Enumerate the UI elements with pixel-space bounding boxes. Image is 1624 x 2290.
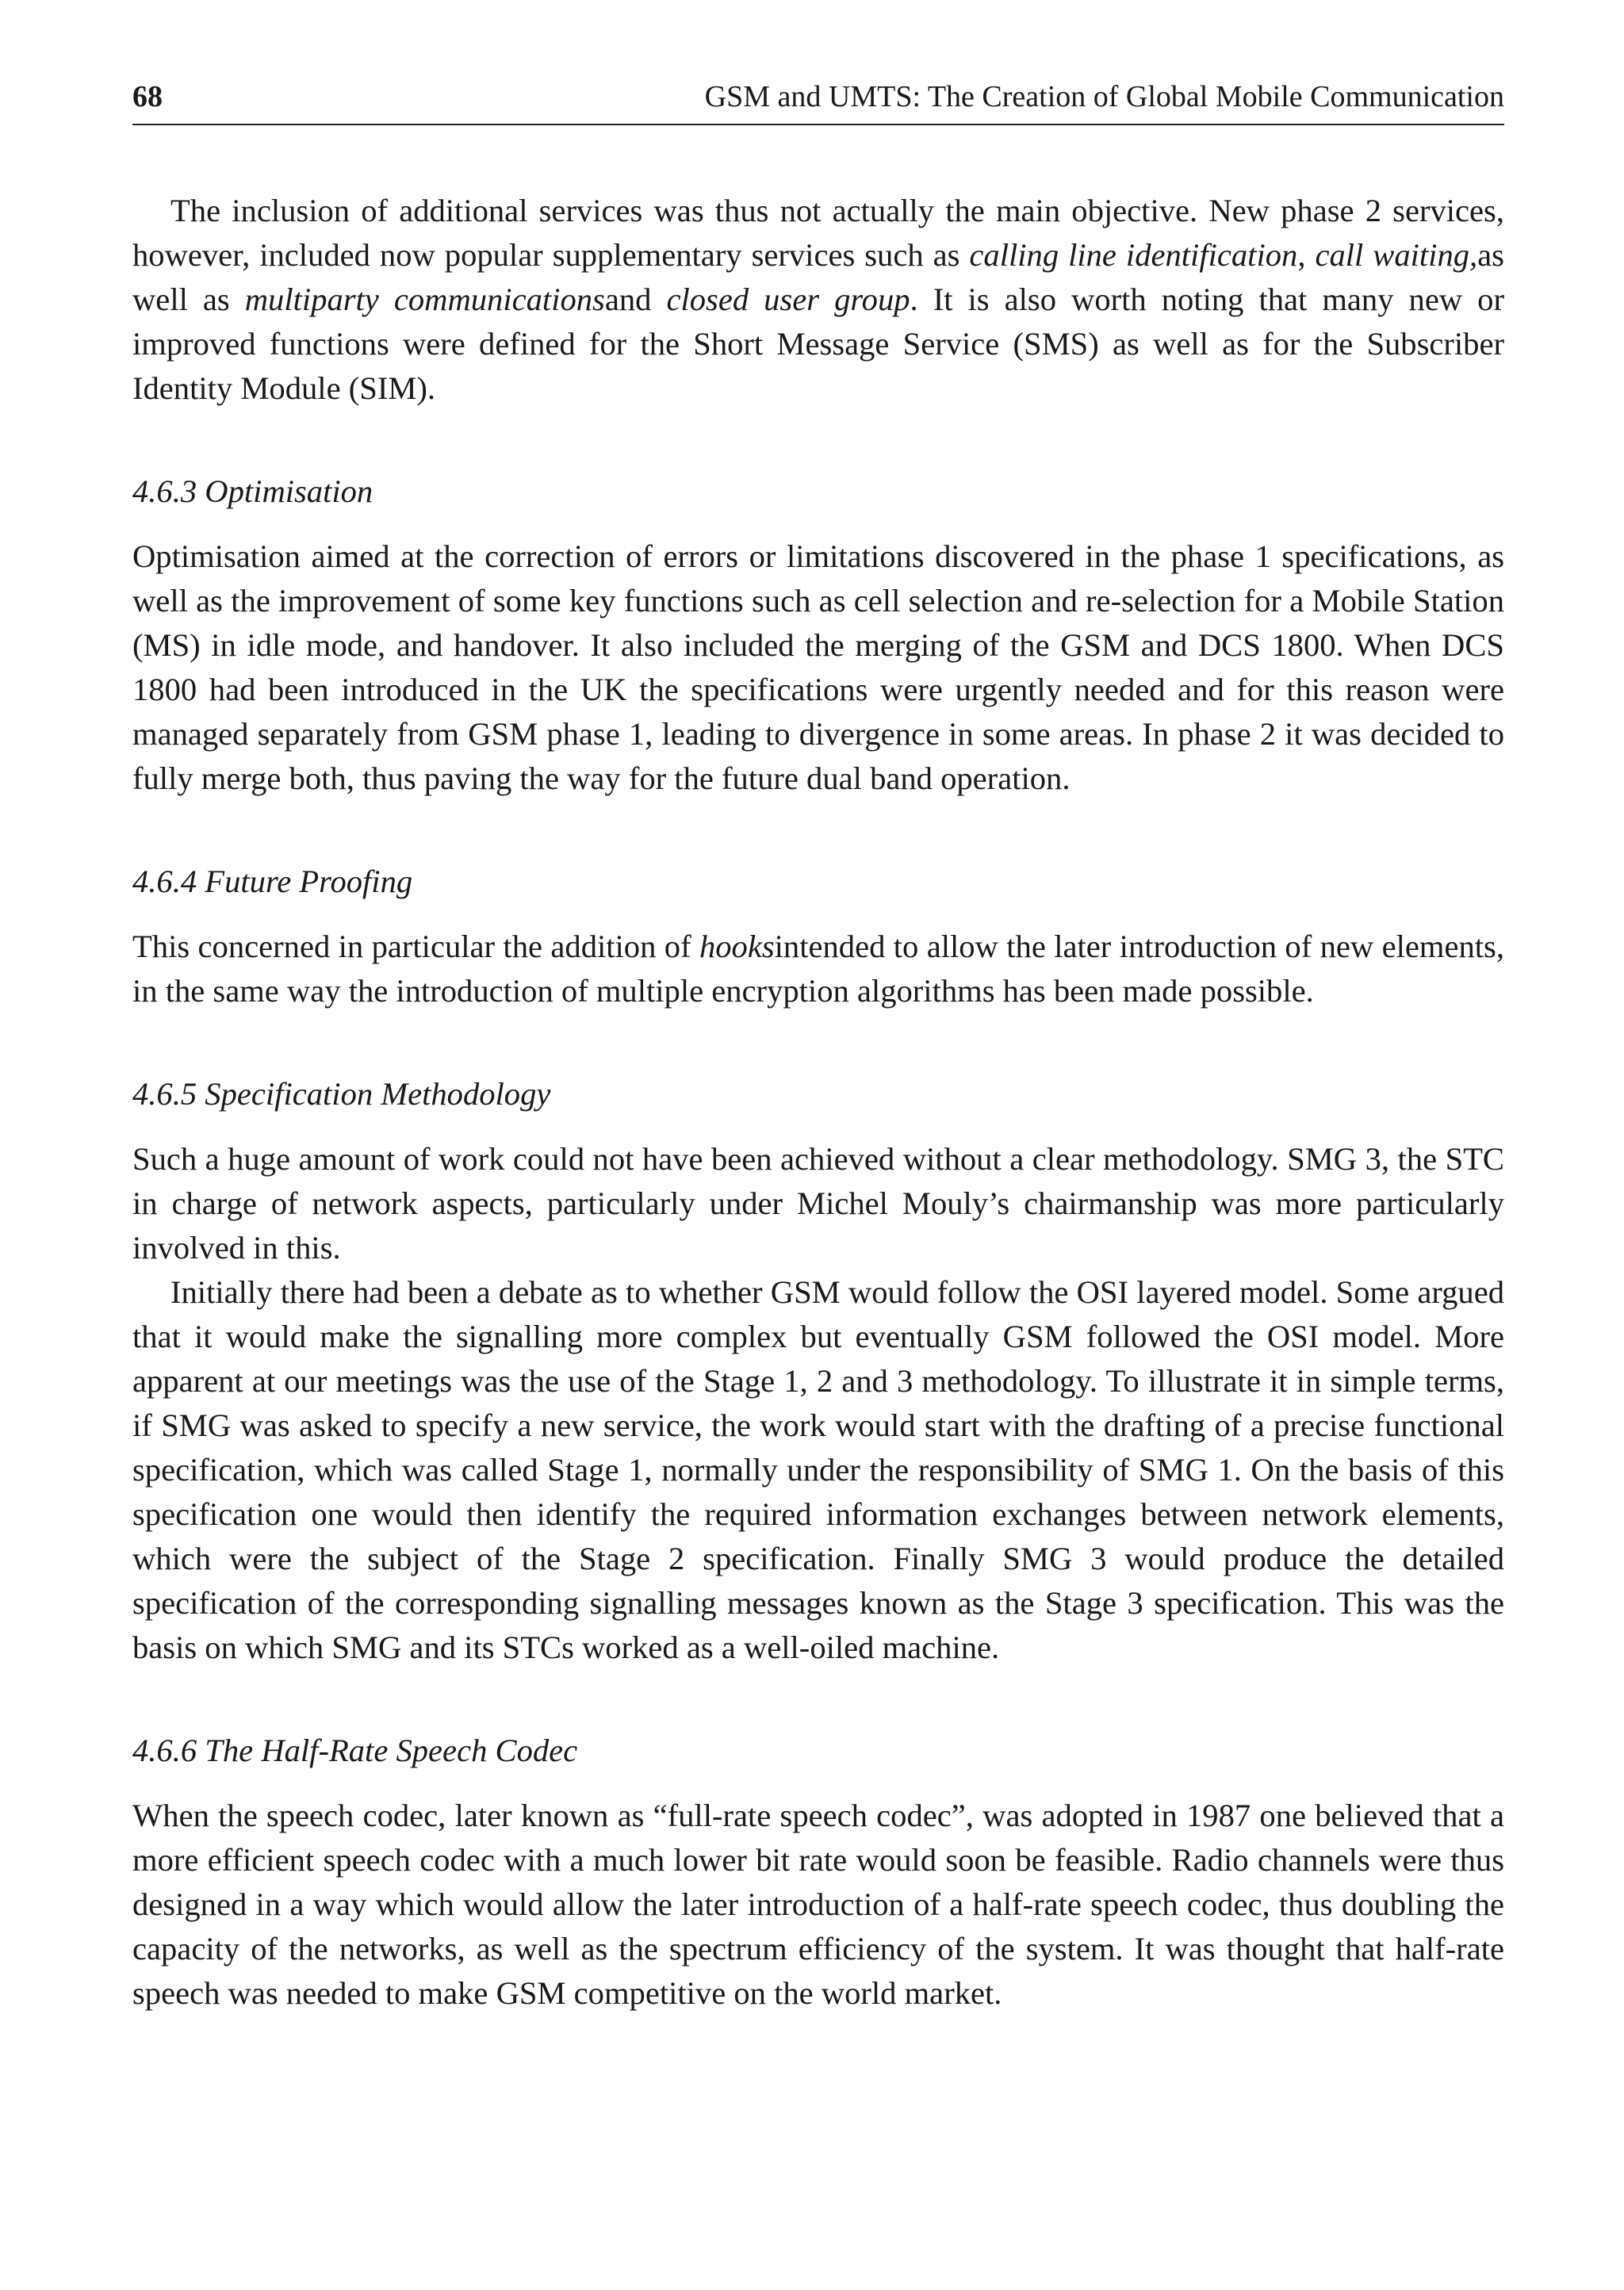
running-header — [132, 79, 1504, 125]
book-page — [132, 79, 1504, 2016]
term-call-waiting: call waiting, — [1315, 236, 1478, 273]
section-heading: 4.6.3 Optimisation — [132, 473, 373, 509]
section-paragraph: Optimisation aimed at the correction of errors or limitations discovered in the phase 1 specifications, as well as the improvement of some key functions such as cell selection and re-selection for a Mobile Station (MS) in idle mode, and handover. It also included the merging of the GSM and DCS 1800. When DCS 1800 had been introduced in the UK the specifications were urgently needed and for this reason were managed separately from GSM phase 1, leading to divergence in some areas. In phase 2 it was decided to fully merge both, thus paving the way for the future dual band operation. — [132, 538, 1504, 796]
section-specification-methodology — [132, 1072, 1504, 1670]
term-closed-user-group: closed user group — [666, 281, 910, 317]
term-multiparty-communications: multiparty communications — [244, 281, 605, 317]
section-optimisation — [132, 469, 1504, 801]
section-heading: 4.6.5 Specification Methodology — [132, 1075, 551, 1112]
page-body — [132, 189, 1504, 2016]
term-hooks: hooks — [699, 928, 775, 964]
section-paragraph: When the speech codec, later known as “full-rate speech codec”, was adopted in 1987 one believed that a more efficient speech codec with a much lower bit rate would soon be feasible. Radio channels were thus designed in a way which would allow the later introduction of a half-rate speech codec, thus doubling the capacity of the networks, as well as the spectrum efficiency of the system. It was thought that half-rate speech was needed to make GSM competitive on the world market. — [132, 1797, 1504, 2011]
intro-paragraph: The inclusion of additional services was thus not actually the main objective. New phase 2 services, however, included now popular supplementary services such as calling line identification, call waiting,as well as multiparty communicationsand closed user group. It is also worth noting that many new or improved functions were defined for the Short Message Service (SMS) as well as for the Subscriber Identity Module (SIM). — [132, 192, 1504, 406]
section-future-proofing — [132, 860, 1504, 1013]
section-heading: 4.6.4 Future Proofing — [132, 863, 413, 899]
term-calling-line-identification: calling line identification — [969, 236, 1298, 273]
section-half-rate-speech-codec — [132, 1729, 1504, 2016]
section-heading: 4.6.6 The Half-Rate Speech Codec — [132, 1732, 578, 1768]
section-paragraph: Initially there had been a debate as to whether GSM would follow the OSI layered model. Some argued that it would make the signalling more complex but eventually GSM followed the OSI model. More apparent at our meetings was the use of the Stage 1, 2 and 3 methodology. To illustrate it in simple terms, if SMG was asked to specify a new service, the work would start with the drafting of a precise functional specification, which was called Stage 1, normally under the responsibility of SMG 1. On the basis of this specification one would then identify the required information exchanges between network elements, which were the subject of the Stage 2 specification. Finally SMG 3 would produce the detailed specification of the corresponding signalling messages known as the Stage 3 specification. This was the basis on which SMG and its STCs worked as a well-oiled machine. — [132, 1273, 1504, 1665]
running-title: GSM and UMTS: The Creation of Global Mobile Communication — [704, 80, 1504, 113]
page-number: 68 — [132, 80, 163, 113]
section-paragraph: Such a huge amount of work could not have been achieved without a clear methodology. SMG 3, the STC in charge of network aspects, particularly under Michel Mouly’s chairmanship was more particularly involved in this. — [132, 1140, 1504, 1266]
section-paragraph: This concerned in particular the addition of hooksintended to allow the later introduction of new elements, in the same way the introduction of multiple encryption algorithms has been made possible. — [132, 928, 1504, 1009]
